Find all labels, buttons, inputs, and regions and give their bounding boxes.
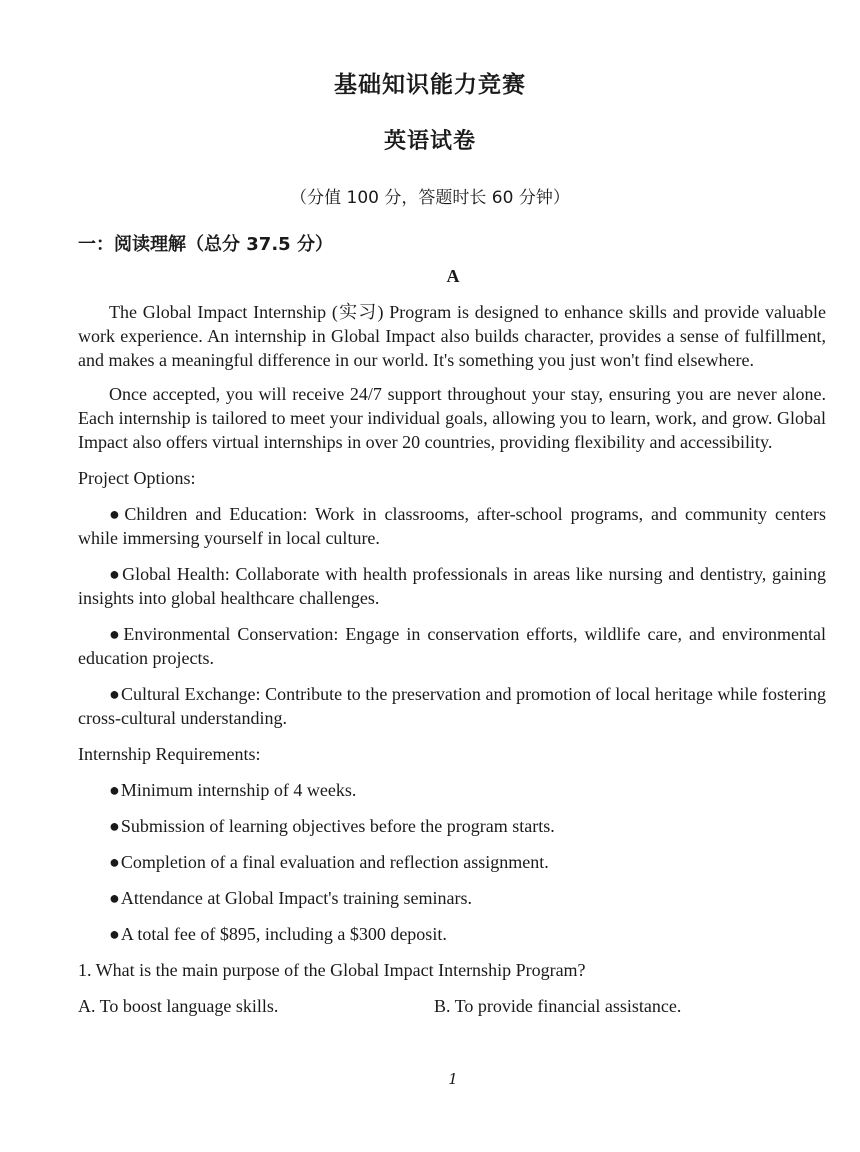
requirement-item <box>109 922 826 946</box>
project-option-text: Children and Education: Work in classrooms, after-school programs, and community centers while immersing yourself in local culture. <box>78 504 826 548</box>
choice-b[interactable]: B. To provide financial assistance. <box>434 996 682 1016</box>
requirement-item <box>109 850 826 874</box>
page-number: 1 <box>448 1070 458 1088</box>
requirement-item <box>109 778 826 802</box>
requirement-text: Minimum internship of 4 weeks. <box>120 780 357 800</box>
bullet-icon: ● <box>109 780 120 800</box>
exam-subtitle: 英语试卷 <box>383 129 476 154</box>
bullet-icon: ● <box>109 888 120 908</box>
project-options-title: Project Options: <box>78 468 196 488</box>
passage-body <box>78 300 826 1018</box>
project-option-text: Global Health: Collaborate with health professionals in areas like nursing and dentistry, gaining insights into global healthcare challenges. <box>78 564 827 608</box>
project-option <box>78 682 826 730</box>
requirement-text: Submission of learning objectives before the program starts. <box>120 816 555 836</box>
requirement-text: A total fee of $895, including a $300 deposit. <box>120 924 447 944</box>
passage-label: A <box>446 266 460 286</box>
requirement-item <box>109 814 826 838</box>
section-heading: 一：阅读理解（总分 37.5 分） <box>78 234 333 255</box>
question-text: 1. What is the main purpose of the Global Impact Internship Program? <box>78 960 586 980</box>
project-option-text: Environmental Conservation: Engage in conservation efforts, wildlife care, and environmental education projects. <box>78 624 826 668</box>
bullet-icon: ● <box>109 564 122 584</box>
project-option-text: Cultural Exchange: Contribute to the preservation and promotion of local heritage while fostering cross-cultural understanding. <box>78 684 826 728</box>
exam-title: 基础知识能力竞赛 <box>334 72 526 98</box>
bullet-icon: ● <box>109 816 120 836</box>
requirements-title: Internship Requirements: <box>78 744 261 764</box>
passage-paragraph: Once accepted, you will receive 24/7 support throughout your stay, ensuring you are never alone. Each internship is tailored to meet your individual goals, allowing you to learn, work, and grow. Global Impact also offers virtual internships in over 20 countries, providing flexibility and accessibility. <box>78 384 826 452</box>
choice-a[interactable]: A. To boost language skills. <box>78 996 279 1016</box>
requirements-list <box>78 778 826 946</box>
bullet-icon: ● <box>109 852 120 872</box>
requirement-text: Completion of a final evaluation and reflection assignment. <box>120 852 549 872</box>
project-option <box>78 562 826 610</box>
project-option <box>78 502 826 550</box>
answer-choices <box>78 994 826 1018</box>
requirement-item <box>109 886 826 910</box>
bullet-icon: ● <box>109 624 123 644</box>
bullet-icon: ● <box>109 504 124 524</box>
passage-paragraph: The Global Impact Internship (实习) Program is designed to enhance skills and provide valuable work experience. An internship in Global Impact also builds character, provides a sense of fulfillment, and makes a meaningful difference in our world. It's something you just won't find elsewhere. <box>78 302 826 370</box>
requirement-text: Attendance at Global Impact's training seminars. <box>120 888 473 908</box>
bullet-icon: ● <box>109 684 120 704</box>
bullet-icon: ● <box>109 924 120 944</box>
project-option <box>78 622 826 670</box>
exam-info: （分值 100 分，答题时长 60 分钟） <box>290 188 570 208</box>
